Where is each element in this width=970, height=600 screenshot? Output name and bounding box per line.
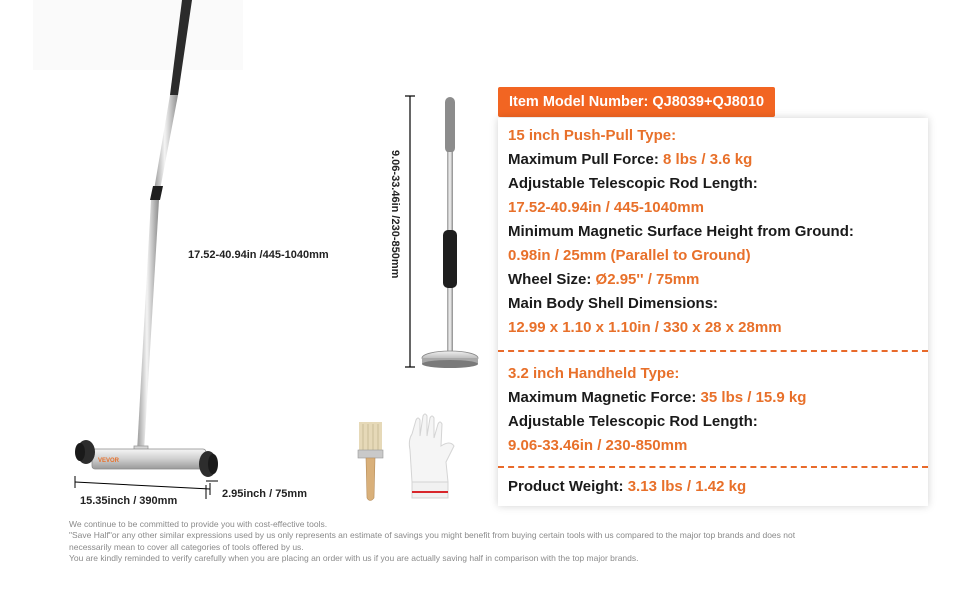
brand-mark: VEVOR bbox=[98, 458, 120, 464]
rod-length-spec-label: Adjustable Telescopic Rod Length: bbox=[508, 175, 758, 192]
handheld-rod-label: Adjustable Telescopic Rod Length: bbox=[508, 413, 758, 430]
wheel-size-spec-value: Ø2.95'' / 75mm bbox=[595, 271, 700, 288]
min-height-value: 0.98in / 25mm (Parallel to Ground) bbox=[508, 247, 751, 264]
max-pull-force-value: 8 lbs / 3.6 kg bbox=[663, 151, 753, 168]
handheld-length-label: 9.06-33.46in /230-850mm bbox=[389, 150, 401, 279]
handheld-magnet-illustration bbox=[380, 80, 490, 380]
background-shade bbox=[33, 0, 243, 70]
rod-length-spec-value: 17.52-40.94in / 445-1040mm bbox=[508, 199, 704, 216]
width-label: 15.35inch / 390mm bbox=[80, 495, 178, 507]
wheel-size-label: 2.95inch / 75mm bbox=[222, 488, 307, 500]
rod-length-label: 17.52-40.94in /445-1040mm bbox=[188, 249, 329, 261]
disclaimer bbox=[69, 519, 869, 564]
max-magnetic-force-value: 35 lbs / 15.9 kg bbox=[700, 389, 807, 406]
wheel-size-spec-label: Wheel Size: bbox=[508, 271, 592, 288]
max-magnetic-force-row bbox=[508, 389, 806, 406]
accessories bbox=[350, 410, 470, 505]
width-dimension-line bbox=[75, 482, 210, 489]
handheld-lower-grip bbox=[443, 230, 457, 288]
max-pull-force-label: Maximum Pull Force: bbox=[508, 151, 659, 168]
disclaimer-line: We continue to be committed to provide you with cost-effective tools. bbox=[69, 519, 328, 529]
model-number-tab: Item Model Number: QJ8039+QJ8010 bbox=[498, 87, 775, 117]
disclaimer-line: "Save Half"or any other similar expressions used by us only represents an estimate of savings you might benefit from buying certain tools with us compared to the major top brands and does not bbox=[69, 530, 796, 541]
shell-dimensions-value: 12.99 x 1.10 x 1.10in / 330 x 28 x 28mm bbox=[508, 319, 782, 336]
handheld-grip bbox=[445, 97, 455, 153]
max-magnetic-force-label: Maximum Magnetic Force: bbox=[508, 389, 697, 406]
product-weight-value: 3.13 lbs / 1.42 kg bbox=[627, 478, 747, 495]
disclaimer-line: necessarily mean to cover all categories of tools offered by us. bbox=[69, 541, 304, 552]
product-weight-label: Product Weight: bbox=[508, 478, 624, 495]
section-divider bbox=[498, 466, 928, 468]
accessories-drawing bbox=[350, 410, 470, 505]
spec-panel bbox=[498, 118, 928, 506]
product-weight-row bbox=[508, 478, 746, 495]
brush-icon bbox=[358, 422, 383, 501]
handheld-rod-value: 9.06-33.46in / 230-850mm bbox=[508, 437, 688, 454]
disclaimer-line: You are kindly reminded to verify carefully when you are placing an order with us if you are actually saving half in comparison with the top major brands. bbox=[69, 552, 639, 563]
shell-dimensions-label: Main Body Shell Dimensions: bbox=[508, 295, 719, 312]
upper-rod bbox=[154, 95, 178, 190]
rod-collar bbox=[150, 186, 163, 200]
glove-icon bbox=[409, 414, 454, 498]
section-divider bbox=[498, 350, 928, 352]
lower-rod bbox=[137, 200, 159, 452]
push-pull-heading: 15 inch Push-Pull Type: bbox=[508, 127, 677, 144]
push-pull-sweeper-illustration bbox=[0, 0, 380, 520]
wheel-size-row bbox=[508, 271, 699, 288]
max-pull-force-row bbox=[508, 151, 752, 168]
min-height-label: Minimum Magnetic Surface Height from Ground: bbox=[508, 223, 854, 240]
handheld-heading: 3.2 inch Handheld Type: bbox=[508, 365, 680, 382]
